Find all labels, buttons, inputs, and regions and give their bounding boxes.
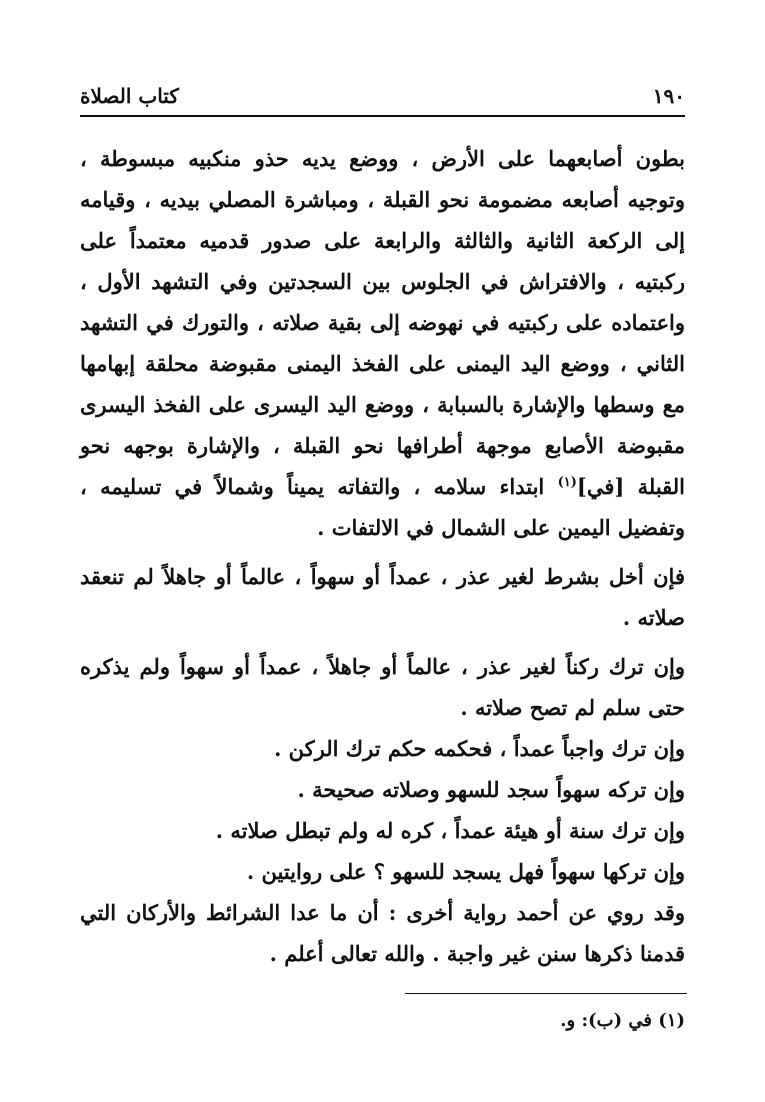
- paragraph-1: بطون أصابعهما على الأرض ، ووضع يديه حذو منكبيه مبسوطة ، وتوجيه أصابعه مضمومة نحو القبلة ، ومباشرة المصلي بيديه ، وقيامه إلى الركعة الثانية والثالثة والرابعة على صدور قدميه معتمداً على ركبتيه ، والافتراش في الجلوس بين السجدتين وفي التشهد الأول ، واعتماده على ركبتيه في نهوضه إلى بقية صلاته ، والتورك في التشهد الثاني ، ووضع اليد اليمنى على الفخذ اليمنى مقبوضة محلقة إبهامها مع وسطها والإشارة بالسبابة ، ووضع اليد اليسرى على الفخذ اليسرى مقبوضة الأصابع موجهة أطرافها نحو القبلة ، والإشارة بوجهه نحو القبلة [في]$^{(١)}$ ابتداء سلامه ، والتفاته يميناً وشمالاً في تسليمه ، وتفضيل اليمين على الشمال في الالتفات .: [80, 146, 686, 540]
- paragraph-3: وإن ترك ركناً لغير عذر ، عالماً أو جاهلاً ، عمداً أو سهواً ولم يذكره حتى سلم لم تصح صلاته .: [80, 654, 686, 720]
- paragraph-2: فإن أخل بشرط لغير عذر ، عمداً أو سهواً ، عالماً أو جاهلاً لم تنعقد صلاته .: [80, 564, 685, 630]
- footnote: (١) في (ب): و.: [560, 1010, 685, 1031]
- paragraph-7: وإن تركها سهواً فهل يسجد للسهو ؟ على روايتين .: [246, 859, 685, 884]
- paragraph-4: وإن ترك واجباً عمداً ، فحكمه حكم ترك الركن .: [274, 736, 685, 761]
- footnote-rule: [405, 993, 687, 994]
- paragraph-6: وإن ترك سنة أو هيئة عمداً ، كره له ولم تبطل صلاته .: [215, 818, 685, 843]
- header-rule: [80, 115, 685, 117]
- book-title: كتاب الصلاة: [80, 84, 179, 108]
- running-header: [80, 78, 685, 112]
- paragraph-8: وقد روي عن أحمد رواية أخرى : أن ما عدا الشرائط والأركان التي قدمنا ذكرها سنن غير واجبة . والله تعالى أعلم .: [80, 900, 685, 966]
- paragraph-5: وإن تركه سهواً سجد للسهو وصلاته صحيحة .: [297, 777, 685, 802]
- main-text: [80, 138, 685, 974]
- footnote-marker[interactable]: (١): [557, 475, 577, 490]
- page-number: ١٩٠: [652, 84, 685, 108]
